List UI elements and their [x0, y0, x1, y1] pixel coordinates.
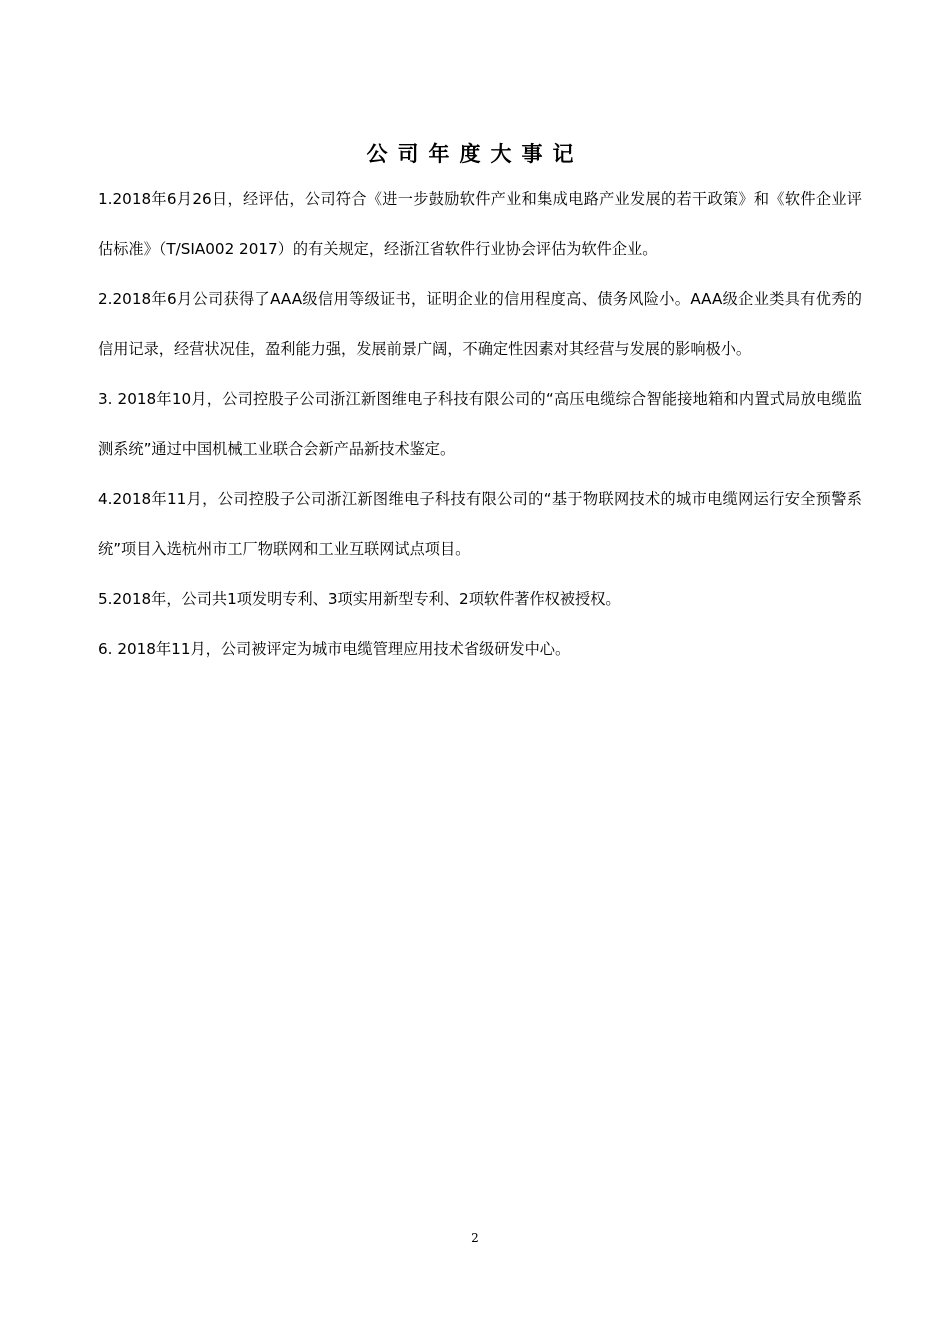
event-item-2: 2.2018年6月公司获得了AAA级信用等级证书，证明企业的信用程度高、债务风险小。AAA级企业类具有优秀的信用记录，经营状况佳，盈利能力强，发展前景广阔，不确定性因素对其经营与发展的影响极小。 [98, 290, 862, 358]
event-item-3: 3. 2018年10月，公司控股子公司浙江新图维电子科技有限公司的“高压电缆综合智能接地箱和内置式局放电缆监测系统”通过中国机械工业联合会新产品新技术鉴定。 [98, 390, 862, 458]
page-title: 公司年度大事记 [366, 142, 584, 167]
event-item-5: 5.2018年，公司共1项发明专利、3项实用新型专利、2项软件著作权被授权。 [98, 590, 621, 608]
event-item-1: 1.2018年6月26日，经评估，公司符合《进一步鼓励软件产业和集成电路产业发展的若干政策》和《软件企业评估标准》（T/SIA002 2017）的有关规定，经浙江省软件行业协会评估为软件企业。 [98, 190, 862, 258]
events-list [98, 174, 862, 674]
event-item-6: 6. 2018年11月，公司被评定为城市电缆管理应用技术省级研发中心。 [98, 640, 571, 658]
page-number: 2 [471, 1231, 479, 1245]
event-item-4: 4.2018年11月，公司控股子公司浙江新图维电子科技有限公司的“基于物联网技术的城市电缆网运行安全预警系统”项目入选杭州市工厂物联网和工业互联网试点项目。 [98, 490, 862, 558]
